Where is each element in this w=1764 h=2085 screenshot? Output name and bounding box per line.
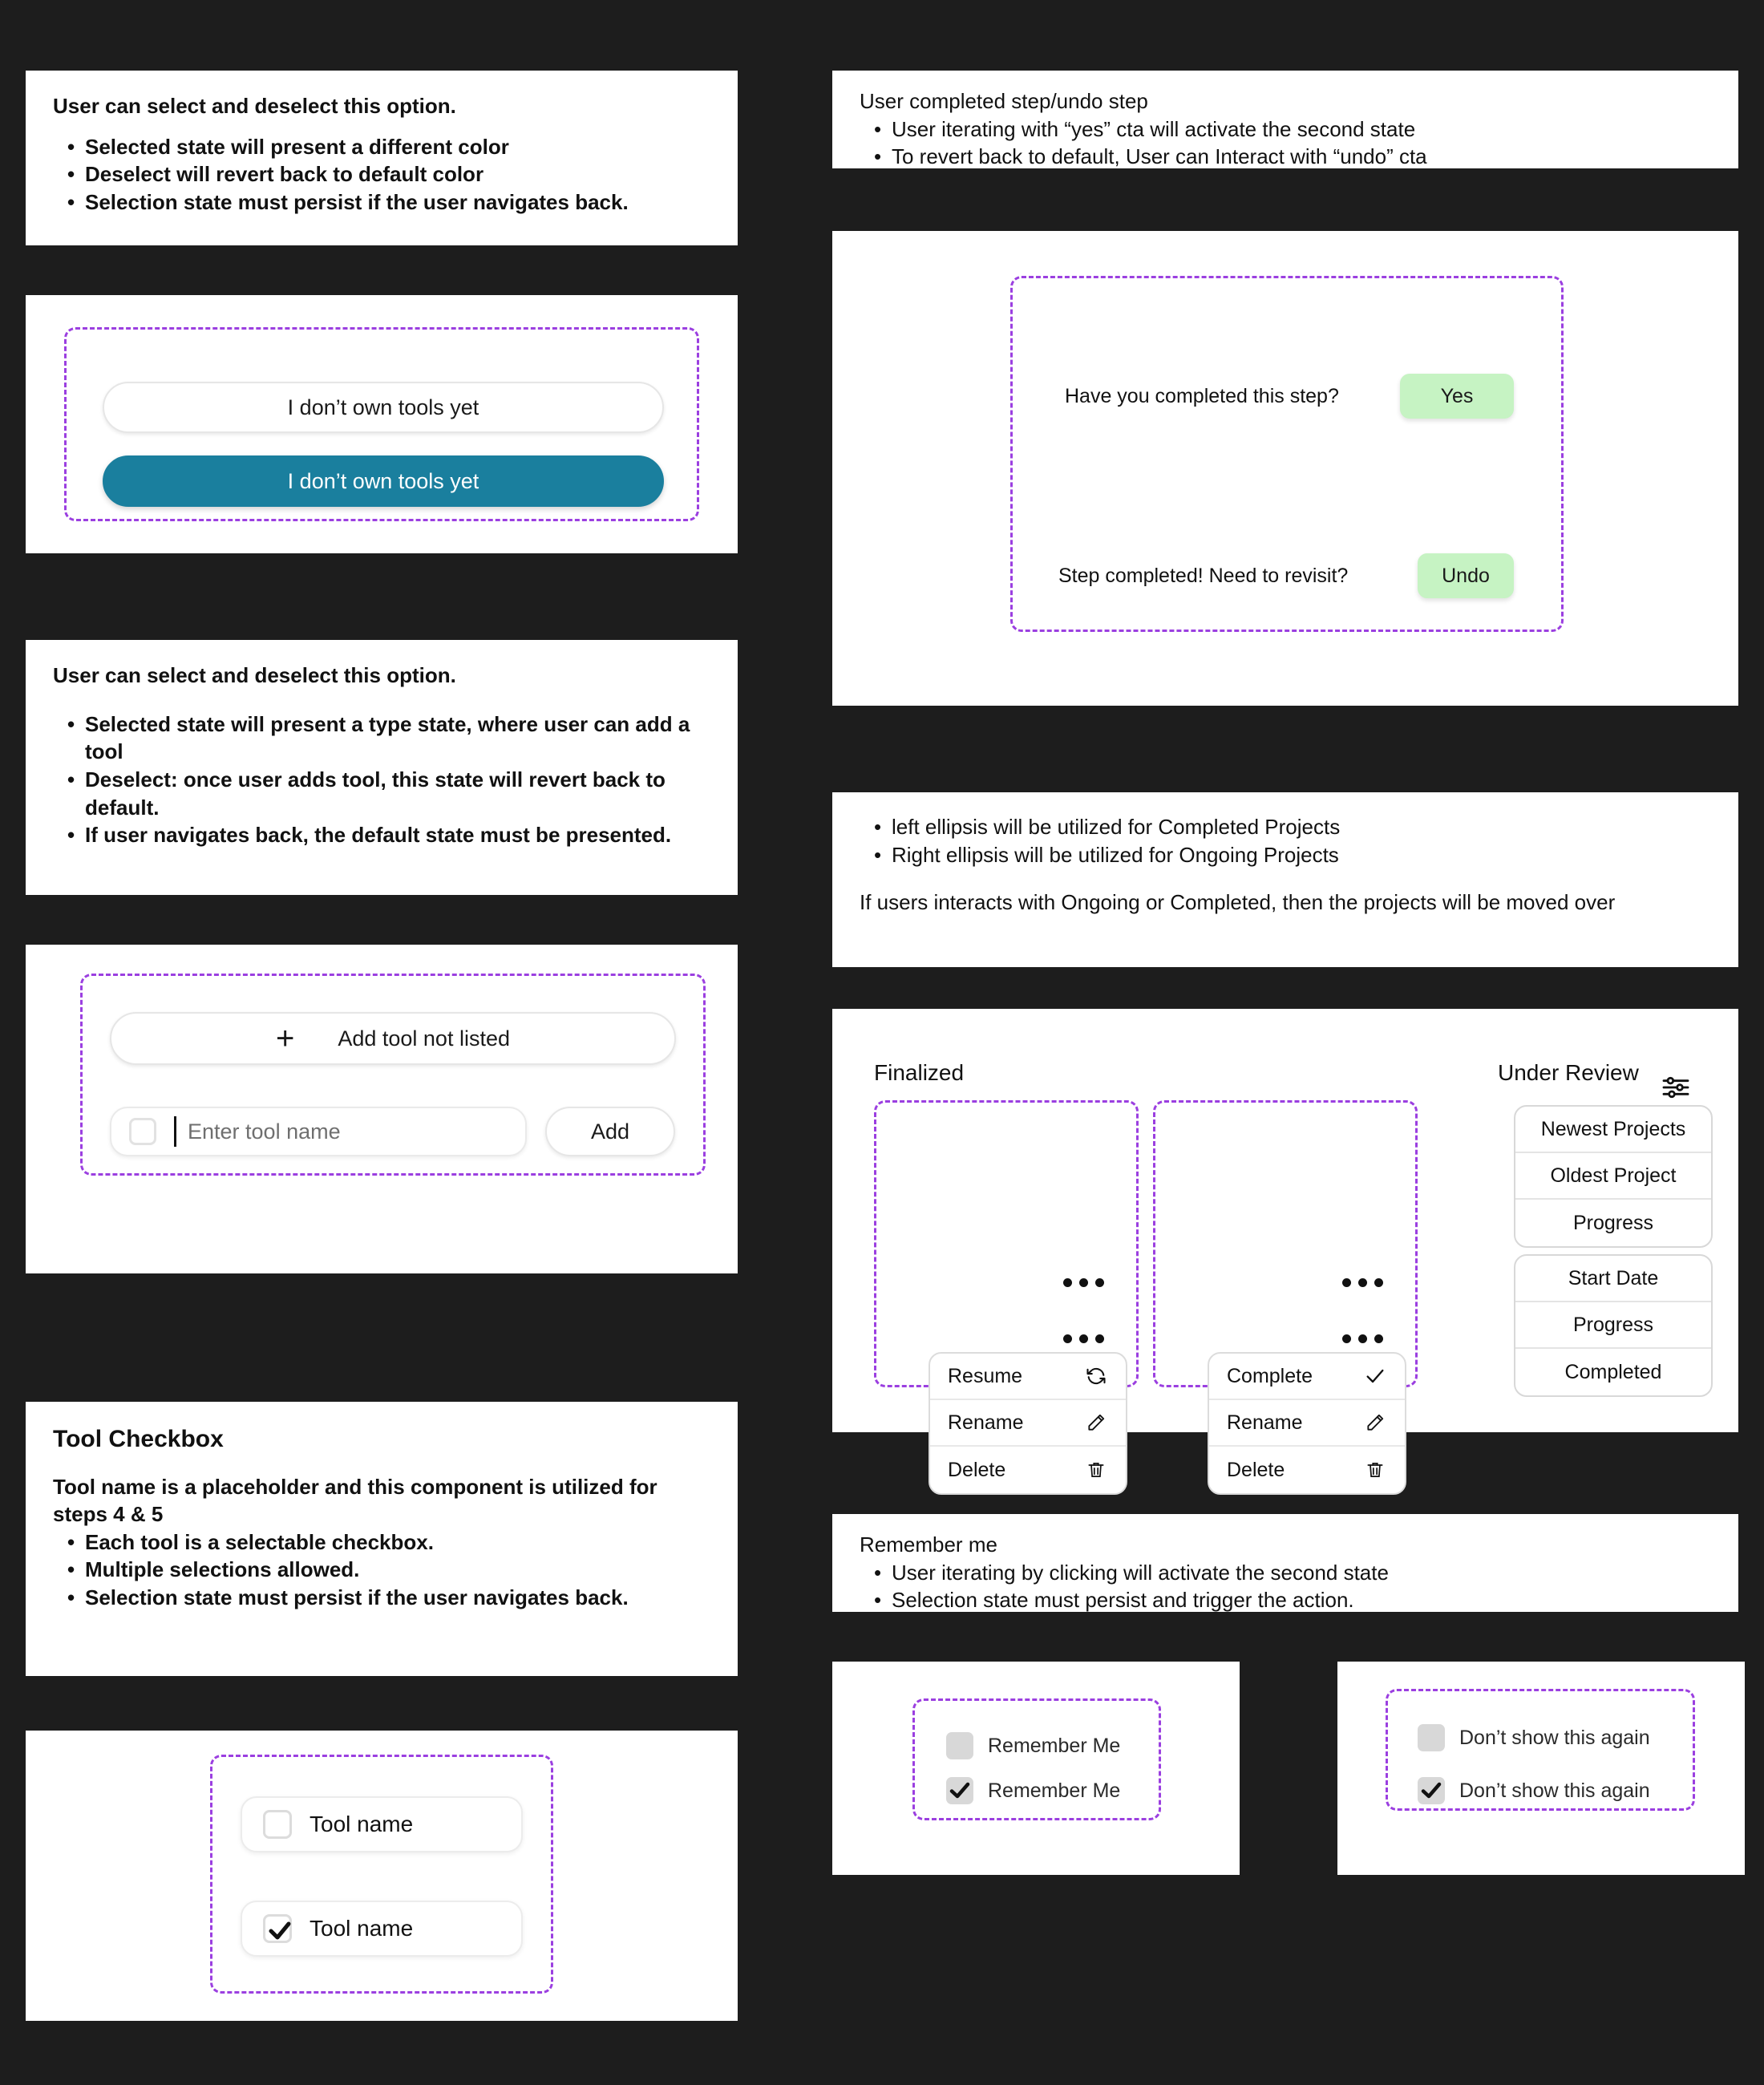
sort-option-progress[interactable] [1515, 1200, 1711, 1246]
dont-show-row-checked[interactable] [1418, 1777, 1650, 1804]
spec-lead: Remember me [860, 1532, 997, 1557]
tools-button-default[interactable] [103, 382, 664, 433]
sort-option-label: Oldest Project [1550, 1164, 1677, 1187]
spec-bullet: • Selection state must persist and trigger the action. [860, 1586, 1711, 1614]
step-state-completed [1058, 553, 1514, 598]
step-state-card [832, 231, 1738, 706]
remember-me-states-card [832, 1662, 1240, 1875]
spec-lead: User can select and deselect this option. [53, 663, 456, 687]
spec-card-tool-checkbox [26, 1402, 738, 1676]
dont-show-again-states-card [1337, 1662, 1745, 1875]
sort-option-completed[interactable] [1515, 1349, 1711, 1395]
sliders-filter-icon[interactable] [1660, 1071, 1692, 1107]
sort-option-label: Completed [1564, 1360, 1662, 1383]
sort-option-label: Newest Projects [1540, 1117, 1686, 1140]
tool-name-input-placeholder: Enter tool name [188, 1119, 341, 1144]
sort-dropdown-secondary [1514, 1254, 1713, 1397]
spec-card-completed-step [832, 71, 1738, 168]
checkbox-unchecked-icon[interactable] [946, 1732, 973, 1759]
spec-bullet: • Right ellipsis will be utilized for Ongoing Projects [860, 841, 1711, 869]
menu-item-label: Complete [1227, 1364, 1313, 1387]
sort-option-label: Progress [1572, 1313, 1654, 1336]
add-button-label: Add [590, 1119, 630, 1144]
ellipsis-icon[interactable] [1342, 1278, 1383, 1287]
add-button[interactable] [545, 1107, 675, 1156]
trash-icon [1363, 1458, 1387, 1482]
completed-projects-menu [929, 1352, 1127, 1495]
tools-button-states-card [26, 295, 738, 553]
spec-lead: User can select and deselect this option. [53, 94, 456, 118]
checkbox-checked-icon[interactable] [946, 1777, 973, 1804]
checkbox-unchecked-icon[interactable] [1418, 1724, 1445, 1751]
remember-me-row-unchecked[interactable] [946, 1732, 1120, 1759]
ellipsis-icon[interactable] [1063, 1334, 1104, 1343]
spec-bullet: • Each tool is a selectable checkbox. [53, 1528, 710, 1557]
completed-projects-frame [874, 1100, 1139, 1387]
spec-bullet: • To revert back to default, User can Interact with “undo” cta [860, 143, 1711, 171]
sort-option-start-date[interactable] [1515, 1256, 1711, 1302]
spec-bullet: • Multiple selections allowed. [53, 1556, 710, 1584]
spec-bullet-list [860, 813, 1711, 868]
spec-note: If users interacts with Ongoing or Completed, then the projects will be moved over [860, 890, 1616, 915]
dont-show-label: Don’t show this again [1459, 1726, 1650, 1749]
yes-button[interactable] [1400, 374, 1514, 419]
refresh-icon [1084, 1364, 1108, 1388]
menu-item-label: Delete [948, 1458, 1006, 1481]
spec-bullet: • User iterating by clicking will activate the second state [860, 1559, 1711, 1587]
sort-option-newest-projects[interactable] [1515, 1107, 1711, 1153]
tool-checkbox-row-unchecked[interactable] [241, 1796, 523, 1852]
tool-checkbox-row-checked[interactable] [241, 1901, 523, 1957]
spec-bullet-list [53, 1528, 710, 1612]
spec-card-ellipsis [832, 792, 1738, 967]
plus-icon: + [275, 1021, 295, 1056]
spec-title: Tool Checkbox [53, 1426, 224, 1452]
pencil-icon [1363, 1411, 1387, 1435]
tool-name-input[interactable] [110, 1107, 527, 1156]
pencil-icon [1084, 1411, 1108, 1435]
menu-item-label: Rename [1227, 1411, 1303, 1434]
tools-button-selected-label: I don’t own tools yet [287, 468, 479, 493]
tool-checkbox-label: Tool name [310, 1916, 414, 1941]
step-completed-message: Step completed! Need to revisit? [1058, 564, 1349, 587]
tool-checkbox-states-card [26, 1731, 738, 2021]
spec-bullet-list [860, 1559, 1711, 1614]
projects-panel-card [832, 1009, 1738, 1481]
spec-bullet: • Deselect will revert back to default color [53, 160, 710, 188]
trash-icon [1084, 1458, 1108, 1482]
tools-button-default-label: I don’t own tools yet [287, 395, 479, 419]
spec-bullet: • Selected state will present a different color [53, 133, 710, 161]
spec-lead: User completed step/undo step [860, 89, 1148, 113]
menu-item-delete[interactable] [930, 1447, 1126, 1493]
ellipsis-icon[interactable] [1063, 1278, 1104, 1287]
dont-show-row-unchecked[interactable] [1418, 1724, 1650, 1751]
sort-dropdown-primary [1514, 1105, 1713, 1248]
text-cursor [174, 1116, 176, 1147]
tool-checkbox-icon[interactable] [129, 1118, 156, 1145]
remember-me-row-checked[interactable] [946, 1777, 1120, 1804]
menu-item-rename[interactable] [1209, 1400, 1405, 1447]
step-question: Have you completed this step? [1065, 384, 1339, 407]
undo-button-label: Undo [1442, 564, 1490, 587]
undo-button[interactable] [1418, 553, 1514, 598]
sort-option-progress[interactable] [1515, 1302, 1711, 1349]
menu-item-resume[interactable] [930, 1354, 1126, 1400]
checkbox-checked-icon[interactable] [263, 1914, 292, 1943]
spec-bullet: • Selection state must persist if the user navigates back. [53, 188, 710, 217]
menu-item-rename[interactable] [930, 1400, 1126, 1447]
yes-button-label: Yes [1440, 384, 1474, 407]
menu-item-complete[interactable] [1209, 1354, 1405, 1400]
spec-bullet-list [53, 133, 710, 217]
spec-card-remember-me [832, 1514, 1738, 1612]
spec-card-select-deselect-color [26, 71, 738, 245]
sort-option-oldest-project[interactable] [1515, 1153, 1711, 1200]
checkbox-checked-icon[interactable] [1418, 1777, 1445, 1804]
remember-me-label: Remember Me [988, 1734, 1121, 1757]
add-tool-not-listed-button[interactable] [110, 1012, 676, 1065]
under-review-label: Under Review [1498, 1060, 1639, 1085]
add-tool-not-listed-label: Add tool not listed [338, 1026, 510, 1051]
ellipsis-icon[interactable] [1342, 1334, 1383, 1343]
spec-card-select-deselect-type [26, 640, 738, 895]
spec-bullet: • left ellipsis will be utilized for Completed Projects [860, 813, 1711, 841]
tool-checkbox-label: Tool name [310, 1812, 414, 1836]
menu-item-label: Resume [948, 1364, 1023, 1387]
dont-show-label: Don’t show this again [1459, 1779, 1650, 1802]
spec-lead: Tool name is a placeholder and this component is utilized for steps 4 & 5 [53, 1475, 657, 1526]
spec-bullet: • User iterating with “yes” cta will activate the second state [860, 115, 1711, 144]
sort-option-label: Start Date [1568, 1266, 1659, 1289]
tools-button-selected[interactable] [103, 455, 664, 507]
menu-item-delete[interactable] [1209, 1447, 1405, 1493]
annotation-frame [210, 1755, 553, 1994]
spec-bullet: • Selected state will present a type state, where user can add a tool [53, 711, 710, 766]
spec-bullet: • Selection state must persist if the user navigates back. [53, 1584, 710, 1612]
menu-item-label: Rename [948, 1411, 1024, 1434]
checkbox-unchecked-icon[interactable] [263, 1810, 292, 1839]
ongoing-projects-frame [1153, 1100, 1418, 1387]
spec-bullet: • If user navigates back, the default state must be presented. [53, 821, 710, 849]
ongoing-projects-menu [1208, 1352, 1406, 1495]
spec-bullet-list [860, 115, 1711, 171]
step-state-default [1065, 374, 1514, 419]
remember-me-label: Remember Me [988, 1779, 1121, 1802]
sort-option-label: Progress [1572, 1211, 1654, 1234]
spec-bullet: • Deselect: once user adds tool, this state will revert back to default. [53, 766, 710, 821]
spec-bullet-list [53, 711, 710, 849]
menu-item-label: Delete [1227, 1458, 1285, 1481]
check-icon [1363, 1364, 1387, 1388]
add-tool-card [26, 945, 738, 1273]
finalized-label: Finalized [874, 1060, 965, 1085]
